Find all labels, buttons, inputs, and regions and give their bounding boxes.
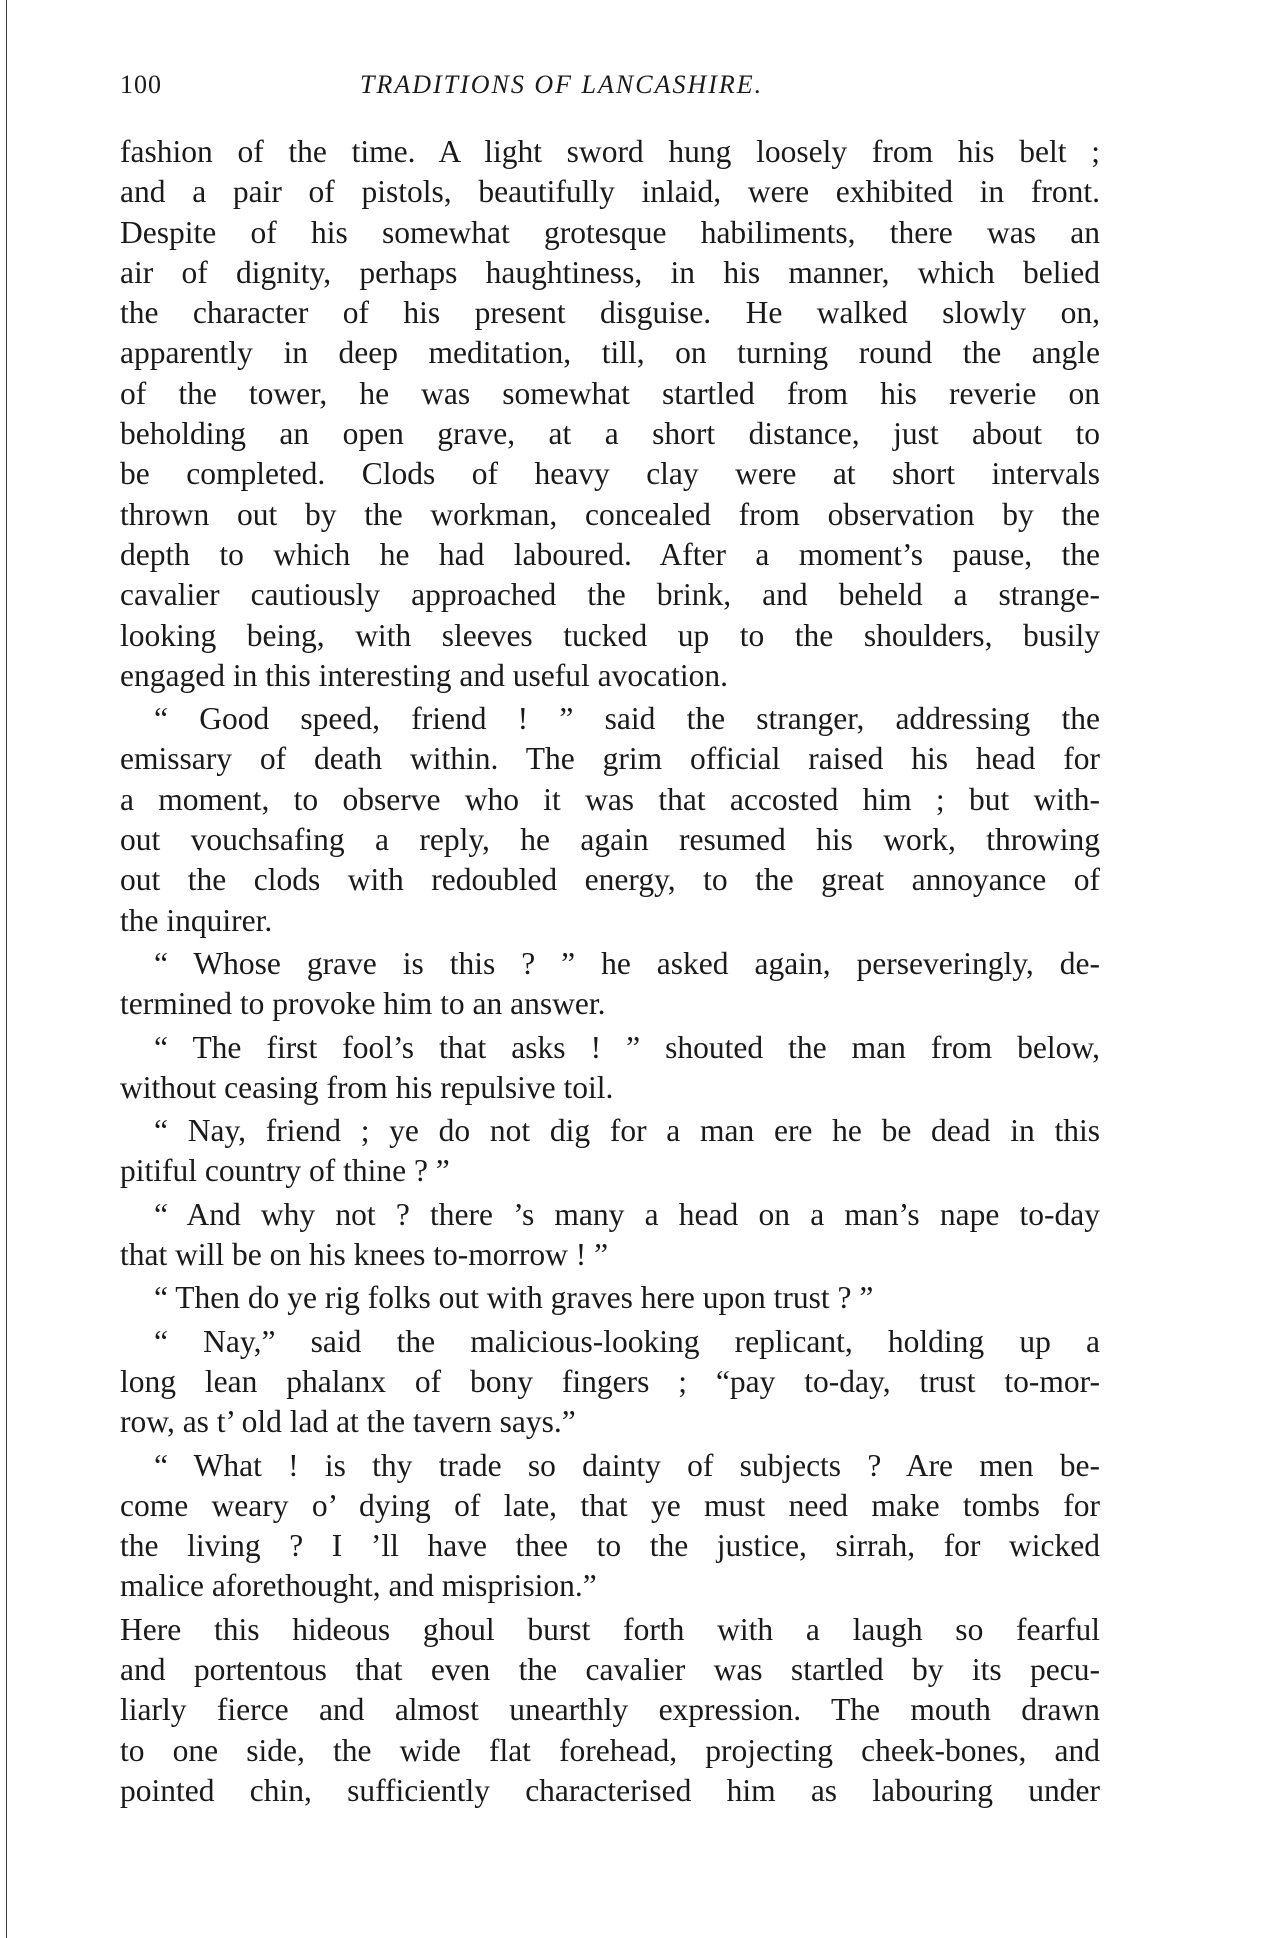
- text-line: out vouchsafing a reply, he again resumed his work, throwing: [120, 822, 1100, 858]
- text-line: fashion of the time. A light sword hung loosely from his belt ;: [120, 134, 1100, 169]
- text-line: the living ? I ’ll have thee to the justice, sirrah, for wicked: [120, 1528, 1100, 1564]
- text-line: the inquirer.: [120, 902, 273, 938]
- dialogue-line: “ Nay, friend ; ye do not dig for a man ere he be dead in this: [154, 1113, 1100, 1149]
- body-text: [120, 132, 1100, 1811]
- text-line: depth to which he had laboured. After a moment’s pause, the: [120, 536, 1100, 572]
- text-line: malice aforethought, and misprision.”: [120, 1568, 597, 1604]
- text-line: and a pair of pistols, beautifully inlaid, were exhibited in front.: [120, 174, 1100, 210]
- text-line: looking being, with sleeves tucked up to the shoulders, busily: [120, 617, 1100, 653]
- text-line: and portentous that even the cavalier was startled by its pecu-: [120, 1651, 1100, 1687]
- text-line: pointed chin, sufficiently characterised him as labouring under: [120, 1772, 1100, 1808]
- text-line: long lean phalanx of bony fingers ; “pay to-day, trust to-mor-: [120, 1363, 1100, 1399]
- dialogue-line: “ The first fool’s that asks ! ” shouted the man from below,: [154, 1029, 1100, 1065]
- running-title: TRADITIONS OF LANCASHIRE.: [360, 70, 764, 99]
- text-line: thrown out by the workman, concealed from observation by the: [120, 496, 1100, 532]
- dialogue-line: “ Then do ye rig folks out with graves here upon trust ? ”: [154, 1280, 874, 1316]
- page-spine-edge: [6, 0, 7, 1938]
- text-line: pitiful country of thine ? ”: [120, 1153, 450, 1189]
- text-line: liarly fierce and almost unearthly expression. The mouth drawn: [120, 1692, 1100, 1728]
- text-line: engaged in this interesting and useful avocation.: [120, 657, 728, 693]
- text-line: Despite of his somewhat grotesque habiliments, there was an: [120, 214, 1100, 250]
- text-line: emissary of death within. The grim official raised his head for: [120, 741, 1100, 777]
- text-line: beholding an open grave, at a short distance, just about to: [120, 416, 1100, 452]
- text-line: to one side, the wide flat forehead, projecting cheek-bones, and: [120, 1732, 1100, 1768]
- dialogue-line: “ What ! is thy trade so dainty of subjects ? Are men be-: [154, 1447, 1100, 1483]
- text-line: row, as t’ old lad at the tavern says.”: [120, 1404, 576, 1440]
- text-line: be completed. Clods of heavy clay were at short intervals: [120, 456, 1100, 492]
- text-line: air of dignity, perhaps haughtiness, in his manner, which belied: [120, 254, 1100, 290]
- text-line: termined to provoke him to an answer.: [120, 986, 606, 1022]
- text-line: a moment, to observe who it was that accosted him ; but with-: [120, 781, 1100, 817]
- text-line: cavalier cautiously approached the brink, and beheld a strange-: [120, 577, 1100, 613]
- dialogue-line: “ Nay,” said the malicious-looking replicant, holding up a: [154, 1323, 1100, 1359]
- text-line: out the clods with redoubled energy, to the great annoyance of: [120, 862, 1100, 898]
- text-line: Here this hideous ghoul burst forth with a laugh so fearful: [120, 1611, 1100, 1647]
- dialogue-line: “ Good speed, friend ! ” said the stranger, addressing the: [154, 701, 1100, 737]
- text-line: of the tower, he was somewhat startled from his reverie on: [120, 375, 1100, 411]
- running-header: [120, 70, 1100, 110]
- text-line: the character of his present disguise. He walked slowly on,: [120, 295, 1100, 331]
- text-line: that will be on his knees to-morrow ! ”: [120, 1237, 609, 1273]
- page-number: 100: [120, 70, 162, 99]
- text-line: apparently in deep meditation, till, on turning round the angle: [120, 335, 1100, 371]
- text-line: come weary o’ dying of late, that ye must need make tombs for: [120, 1487, 1100, 1523]
- text-line: without ceasing from his repulsive toil.: [120, 1069, 614, 1105]
- dialogue-line: “ And why not ? there ’s many a head on a man’s nape to-day: [154, 1196, 1100, 1232]
- dialogue-line: “ Whose grave is this ? ” he asked again, perseveringly, de-: [154, 945, 1100, 981]
